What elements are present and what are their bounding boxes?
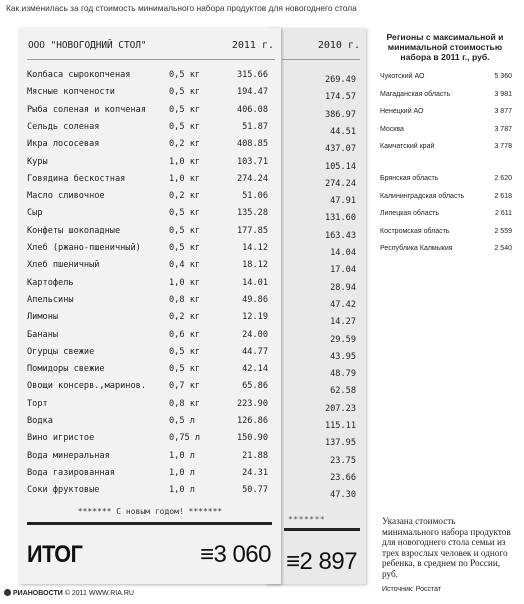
price-2010: 207.23 — [324, 403, 356, 414]
item-name: Масло сливочное — [27, 191, 105, 202]
item-qty: 1,0 л — [169, 450, 195, 461]
item-row — [19, 278, 281, 292]
item-qty: 0,5 кг — [169, 87, 201, 98]
item-price: 14.01 — [242, 277, 268, 288]
item-name: Торт — [27, 398, 48, 409]
region-row — [380, 143, 512, 155]
price-2010: 47.91 — [330, 196, 356, 207]
region-row — [380, 91, 512, 103]
item-name: Вода газированная — [27, 467, 115, 478]
item-qty: 0,4 кг — [169, 260, 201, 271]
item-row — [19, 122, 281, 136]
receipt-2010-year: 2010 г. — [317, 40, 360, 51]
region-name: Камчатский край — [380, 143, 435, 150]
item-row — [19, 468, 281, 482]
price-2010: 137.95 — [324, 438, 356, 449]
item-row — [19, 139, 281, 153]
item-price: 42.14 — [242, 364, 268, 375]
receipt-2011-stars: ******* С новым годом! ******* — [77, 507, 223, 516]
item-qty: 0,5 л — [169, 416, 195, 426]
item-qty: 0,5 кг — [169, 364, 201, 375]
item-row — [19, 260, 281, 274]
item-name: Рыба соленая и копченая — [27, 104, 146, 115]
item-name: Вино игристое — [27, 433, 95, 444]
item-price: 21.88 — [242, 450, 268, 461]
region-row — [380, 73, 512, 85]
source: Источник: Росстат — [382, 586, 442, 593]
item-price: 14.12 — [242, 243, 268, 253]
item-qty: 0,5 кг — [169, 104, 201, 115]
item-name: Лимоны — [27, 312, 59, 323]
brand: РИАНОВОСТИ — [13, 590, 63, 597]
item-name: Помидоры свежие — [27, 364, 105, 375]
item-name: Бананы — [27, 329, 59, 340]
item-qty: 1,0 кг — [169, 277, 201, 288]
price-2010: 17.04 — [330, 265, 356, 276]
item-price: 406.08 — [236, 104, 268, 115]
item-qty: 0,7 кг — [169, 381, 201, 392]
infographic-title: Как изменилась за год стоимость минимального набора продуктов для новогоднего стола — [6, 3, 357, 13]
item-row — [19, 191, 281, 205]
ria-logo-icon — [4, 589, 11, 596]
item-price: 12.19 — [242, 312, 268, 323]
item-row — [19, 451, 281, 465]
price-2010: 14.27 — [330, 317, 356, 328]
receipt-2011-year: 2011 г. — [231, 40, 274, 51]
item-price: 408.85 — [236, 139, 268, 150]
receipt-2011-bar — [27, 522, 272, 525]
price-2010: 43.95 — [330, 351, 356, 362]
item-price: 44.77 — [242, 346, 268, 357]
region-row — [380, 210, 512, 222]
region-row — [380, 126, 512, 138]
item-name: Водка — [27, 416, 53, 426]
item-qty: 1,0 л — [169, 485, 195, 496]
item-name: Икра лососевая — [27, 139, 100, 150]
item-qty: 0,5 кг — [169, 70, 201, 80]
item-name: Говядина бескостная — [27, 173, 126, 184]
price-2010: 28.94 — [330, 282, 356, 293]
item-price: 274.24 — [236, 173, 268, 184]
region-value: 2 559 — [494, 227, 512, 235]
price-2010: 386.97 — [324, 109, 356, 120]
region-value: 3 778 — [494, 143, 512, 150]
item-name: Хлеб (ржано-пшеничный) — [27, 243, 141, 253]
item-price: 24.31 — [242, 467, 268, 478]
item-price: 51.87 — [242, 121, 268, 132]
item-qty: 0,75 л — [169, 433, 201, 444]
price-2010: 174.57 — [324, 92, 356, 103]
item-qty: 0,8 кг — [169, 398, 201, 409]
item-price: 49.86 — [242, 294, 268, 305]
region-value: 3 981 — [494, 90, 512, 98]
item-qty: 0,6 кг — [169, 329, 201, 340]
item-name: Огурцы свежие — [27, 346, 95, 357]
price-2010: 44.51 — [330, 126, 356, 137]
item-price: 194.47 — [236, 87, 268, 98]
region-row — [380, 175, 512, 187]
item-price: 50.77 — [242, 485, 268, 496]
footnote: Указана стоимость минимального набора продуктов для новогоднего стола семьи из трех взрослых человек и одного ребенка, в среднем по России, руб. — [382, 516, 511, 579]
item-name: Соки фруктовые — [27, 485, 100, 496]
item-qty: 0,5 кг — [169, 208, 201, 219]
divider — [27, 59, 275, 60]
item-price: 51.06 — [242, 191, 268, 202]
item-row — [19, 399, 281, 413]
region-value: 2 611 — [495, 210, 512, 217]
item-qty: 0,5 кг — [169, 121, 201, 132]
price-2010: 105.14 — [324, 161, 356, 172]
price-2010: 115.11 — [324, 421, 356, 431]
item-row — [19, 295, 281, 309]
footer-logo — [4, 589, 134, 597]
receipt-2011-total: ≡3 060 — [199, 541, 271, 568]
item-name: Сельдь соленая — [27, 121, 100, 132]
item-price: 24.00 — [242, 329, 268, 340]
region-value: 2 618 — [494, 192, 512, 200]
receipt-2010-bar — [284, 528, 360, 531]
receipt-2011-total-label: ИТОГ — [27, 541, 83, 568]
item-name: Колбаса сырокопченая — [27, 70, 131, 80]
price-2010: 29.59 — [330, 334, 356, 345]
item-price: 135.28 — [236, 208, 268, 219]
item-name: Мясные копчености — [27, 87, 115, 98]
region-name: Чукотский АО — [380, 73, 425, 80]
region-name: Москва — [380, 125, 404, 133]
item-price: 18.12 — [242, 260, 268, 271]
item-row — [19, 485, 281, 499]
price-2010: 269.49 — [324, 75, 356, 85]
price-2010: 62.58 — [330, 386, 356, 397]
item-row — [19, 70, 281, 84]
region-name: Калининградская область — [380, 192, 465, 200]
item-row — [19, 208, 281, 222]
item-price: 223.90 — [236, 398, 268, 409]
item-name: Вода минеральная — [27, 450, 110, 461]
region-value: 2 540 — [494, 245, 512, 252]
price-2010: 23.66 — [330, 472, 356, 483]
item-price: 65.86 — [242, 381, 268, 392]
item-row — [19, 226, 281, 240]
item-qty: 1,0 л — [169, 467, 195, 478]
item-row — [19, 330, 281, 344]
divider — [282, 59, 360, 60]
item-qty: 1,0 кг — [169, 156, 201, 167]
region-row — [380, 245, 512, 257]
item-name: Картофель — [27, 277, 74, 288]
region-value: 5 360 — [494, 73, 512, 80]
price-2010: 163.43 — [324, 230, 356, 241]
price-2010: 48.79 — [330, 369, 356, 380]
region-value: 3 787 — [494, 125, 512, 133]
item-qty: 0,2 кг — [169, 191, 201, 202]
regions-title: Регионы с максимальной и минимальной стоимостью набора в 2011 г., руб. — [386, 32, 504, 62]
item-qty: 1,0 кг — [169, 173, 201, 184]
region-name: Республика Калмыкия — [380, 245, 453, 252]
receipt-2010-total: ≡2 897 — [286, 548, 358, 575]
item-row — [19, 157, 281, 171]
item-row — [19, 381, 281, 395]
region-name: Магаданская область — [380, 90, 451, 98]
item-row — [19, 174, 281, 188]
item-price: 150.90 — [236, 433, 268, 444]
item-row — [19, 243, 281, 257]
price-2010: 14.04 — [330, 248, 356, 258]
item-qty: 0,2 кг — [169, 139, 201, 150]
item-qty: 0,5 кг — [169, 243, 201, 253]
item-qty: 0,2 кг — [169, 312, 201, 323]
receipt-2010-stars: ******* — [288, 515, 326, 524]
item-name: Апельсины — [27, 294, 74, 305]
region-name: Брянская область — [380, 175, 439, 182]
receipt-2010 — [266, 28, 366, 584]
item-row — [19, 312, 281, 326]
item-name: Хлеб пшеничный — [27, 260, 100, 271]
item-price: 177.85 — [236, 225, 268, 236]
item-row — [19, 433, 281, 447]
item-row — [19, 347, 281, 361]
item-price: 315.66 — [236, 70, 268, 80]
price-2010: 274.24 — [324, 178, 356, 189]
item-price: 103.71 — [236, 156, 268, 167]
price-2010: 47.30 — [330, 490, 356, 501]
item-row — [19, 105, 281, 119]
item-name: Сыр — [27, 208, 43, 219]
region-name: Липецкая область — [380, 210, 439, 217]
receipt-2011-header: ООО "НОВОГОДНИЙ СТОЛ" — [28, 40, 147, 51]
price-2010: 23.75 — [330, 455, 356, 466]
item-row — [19, 87, 281, 101]
price-2010: 131.60 — [324, 213, 356, 224]
region-value: 2 620 — [494, 175, 512, 182]
copyright: © 2011 WWW.RIA.RU — [64, 590, 134, 597]
region-row — [380, 228, 512, 240]
item-row — [19, 416, 281, 430]
item-row — [19, 364, 281, 378]
price-2010: 47.42 — [330, 299, 356, 310]
item-name: Овощи консерв.,маринов. — [27, 381, 146, 392]
region-name: Ненецкий АО — [380, 108, 424, 115]
item-qty: 0,5 кг — [169, 346, 201, 357]
region-row — [380, 193, 512, 205]
region-row — [380, 108, 512, 120]
price-2010: 437.07 — [324, 144, 356, 155]
receipt-2011 — [19, 28, 281, 584]
item-qty: 0,8 кг — [169, 294, 201, 305]
item-name: Конфеты шоколадные — [27, 225, 121, 236]
region-value: 3 877 — [494, 108, 512, 115]
region-name: Костромская область — [380, 227, 450, 235]
item-name: Куры — [27, 156, 48, 167]
item-price: 126.86 — [236, 416, 268, 426]
item-qty: 0,5 кг — [169, 225, 201, 236]
